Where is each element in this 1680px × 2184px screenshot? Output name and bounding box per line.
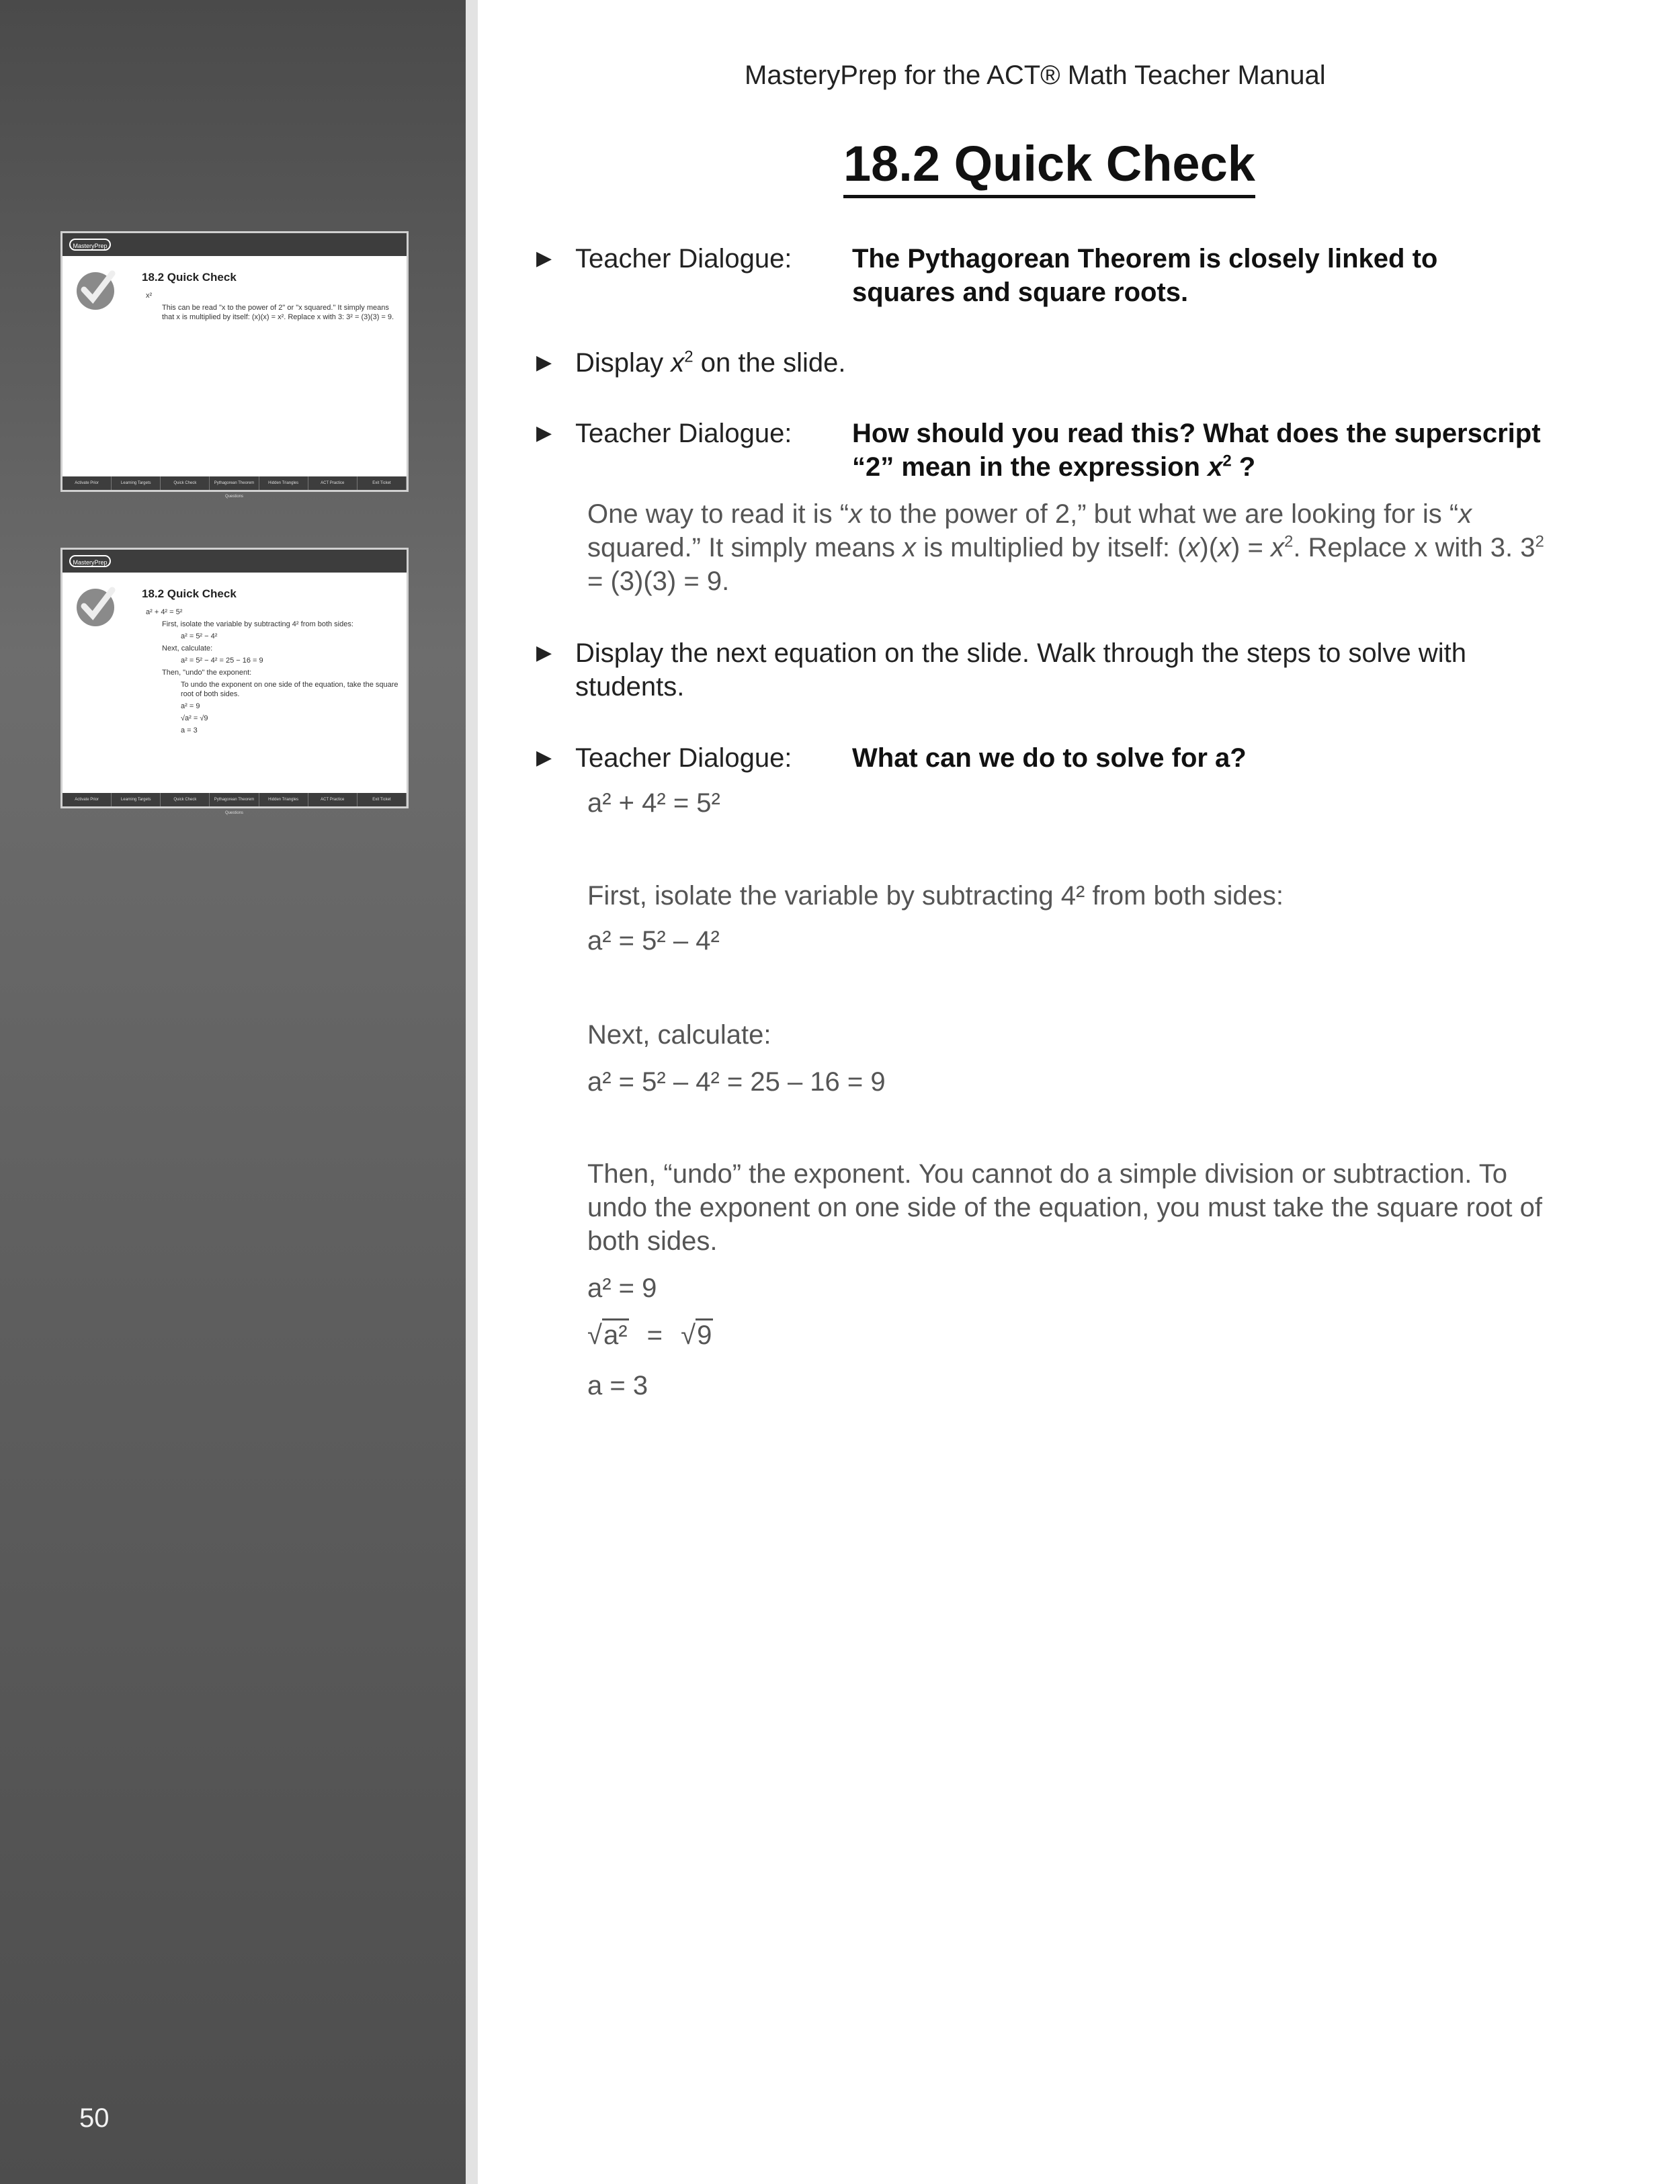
slide-nav-item: ACT Practice	[308, 793, 358, 806]
slide-nav-item: Hidden Triangles	[259, 476, 308, 490]
equation-3: a² = 5² – 4² = 25 – 16 = 9	[587, 1067, 886, 1097]
undo-step: Then, “undo” the exponent. You cannot do a simple division or subtraction. To undo the exponent on one side of the equation, you must take the square root of both sides.	[587, 1159, 1543, 1256]
slide-line: To undo the exponent on one side of the equation, take the square root of both sides.	[181, 681, 398, 698]
slide-line: a² = 5² − 4² = 25 − 16 = 9	[181, 657, 263, 665]
teacher-dialogue-1	[536, 242, 1558, 309]
slide-text: This can be read "x to the power of 2" or "x squared." It simply means that x is multiplied by itself: (x)(x) = x². Replace x with 3: 3² = (3)(3) = 9.	[162, 304, 394, 321]
isolate-step: First, isolate the variable by subtracting 4² from both sides:	[587, 881, 1284, 911]
running-header: MasteryPrep for the ACT® Math Teacher Manual	[745, 60, 1326, 90]
checkmark-icon	[73, 583, 118, 628]
slide-thumbnail-2[interactable]	[60, 548, 409, 815]
slide-nav-item: Hidden Triangles	[259, 793, 308, 806]
dialogue-text: How should you read this? What does the superscript “2” mean in the expression $x^2$ ?	[852, 419, 1541, 482]
slide-line: a² + 4² = 5²	[146, 608, 183, 616]
sqrt-left: √a²	[587, 1318, 629, 1352]
slide-topbar	[62, 550, 407, 573]
slide-nav-item: Activate Prior	[62, 476, 112, 490]
teacher-dialogue-3	[536, 741, 1558, 775]
display-instruction-1	[536, 346, 1558, 380]
slide-nav-item: Quick Check	[161, 793, 210, 806]
sqrt-right: √9	[681, 1318, 713, 1352]
slide-nav-item: Exit Ticket	[358, 793, 407, 806]
teacher-dialogue-2	[536, 417, 1558, 484]
slide-line: a = 3	[181, 726, 198, 734]
slide-line: Then, "undo" the exponent:	[162, 669, 252, 677]
chalkboard-sidebar	[0, 0, 466, 2184]
slide-nav-item: Learning Targets	[112, 476, 161, 490]
instruction-text: Display $x^2$ on the slide.	[575, 347, 846, 378]
dialogue-text: What can we do to solve for a?	[852, 743, 1247, 773]
slide-line: First, isolate the variable by subtracting 4² from both sides:	[162, 620, 353, 628]
slide-nav-item: Exit Ticket	[358, 476, 407, 490]
equation-5: a = 3	[587, 1371, 648, 1400]
slide-nav-bar	[62, 793, 407, 815]
slide-bullet: x²	[146, 292, 153, 300]
slide-nav-item: Learning Targets	[112, 793, 161, 806]
page-number: 50	[79, 2103, 110, 2133]
slide-logo: MasteryPrep	[69, 555, 111, 567]
answer-paragraph: One way to read it is “x to the power of 2,” but what we are looking for is “x squared.” It simply means x is multiplied by itself: $(x)(x) = x^2$. Replace x with 3. $3^2 = (3)(3) = 9$.	[587, 499, 1544, 596]
calculate-step: Next, calculate:	[587, 1020, 771, 1050]
slide-line: Next, calculate:	[162, 644, 213, 653]
dialogue-label: Teacher Dialogue:	[575, 419, 792, 448]
slide-line: a² = 5² − 4²	[181, 632, 218, 640]
equation-4: a² = 9	[587, 1273, 657, 1303]
slide-title: 18.2 Quick Check	[142, 587, 237, 600]
dialogue-label: Teacher Dialogue:	[575, 244, 792, 274]
equation-2: a² = 5² – 4²	[587, 926, 720, 956]
dialogue-text: The Pythagorean Theorem is closely linked to squares and square roots.	[852, 244, 1438, 307]
sidebar-divider	[466, 0, 478, 2184]
checkmark-icon	[73, 267, 118, 311]
slide-nav-item: Activate Prior	[62, 793, 112, 806]
slide-body	[146, 291, 401, 325]
slide-line: a² = 9	[181, 702, 200, 710]
slide-nav-item: ACT Practice	[308, 476, 358, 490]
bullet-icon: ▶	[536, 642, 552, 664]
slide-line: √a² = √9	[181, 714, 208, 722]
bullet-icon: ▶	[536, 247, 552, 269]
page-title: 18.2 Quick Check	[843, 134, 1255, 198]
slide-nav-item: Pythagorean Theorem Questions	[210, 476, 259, 490]
slide-nav-bar	[62, 476, 407, 499]
dialogue-label: Teacher Dialogue:	[575, 743, 792, 773]
bullet-icon: ▶	[536, 351, 552, 374]
square-root-equation: √a² = √9	[587, 1318, 1555, 1352]
slide-logo: MasteryPrep	[69, 239, 111, 251]
slide-nav-item: Quick Check	[161, 476, 210, 490]
bullet-icon: ▶	[536, 747, 552, 769]
slide-topbar	[62, 233, 407, 256]
slide-thumbnail-1[interactable]	[60, 231, 409, 499]
slide-body	[146, 607, 401, 738]
bullet-icon: ▶	[536, 422, 552, 444]
display-instruction-2	[536, 636, 1558, 704]
instruction-text: Display the next equation on the slide. Walk through the steps to solve with students.	[575, 638, 1466, 702]
slide-nav-item: Pythagorean Theorem Questions	[210, 793, 259, 806]
equation-1: a² + 4² = 5²	[587, 788, 720, 818]
slide-title: 18.2 Quick Check	[142, 271, 237, 284]
